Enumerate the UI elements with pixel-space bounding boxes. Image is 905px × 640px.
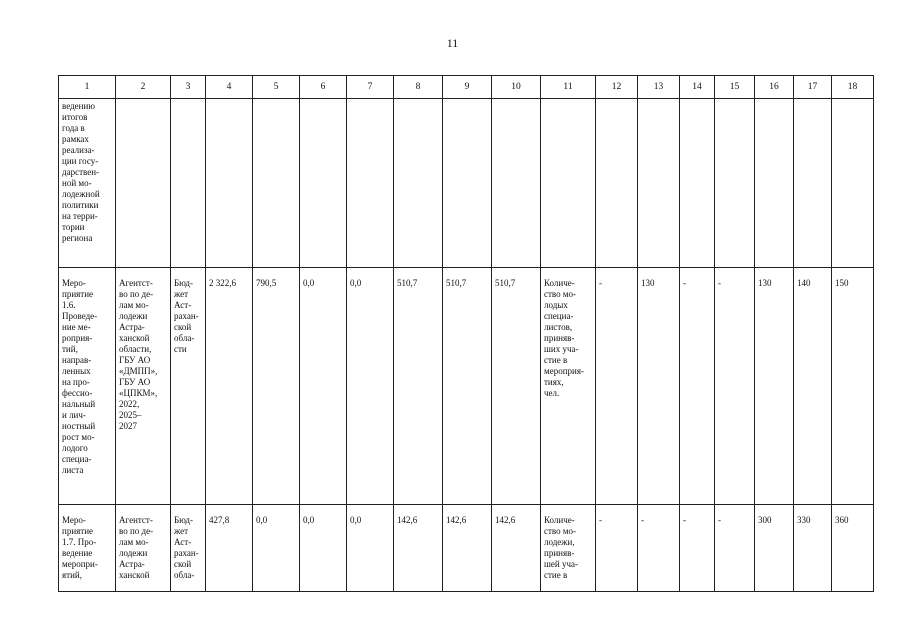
table-cell (596, 268, 638, 505)
program-activities-table (58, 75, 874, 592)
amount-value: 790,5 (256, 278, 277, 288)
table-cell (443, 99, 492, 268)
amount-value: 510,7 (446, 278, 467, 288)
column-number: 6 (300, 76, 347, 99)
funding-source: Бюд- жет Аст- рахан- ской обла- сти (174, 278, 199, 354)
table-cell (794, 505, 832, 592)
table-cell (171, 99, 206, 268)
indicator-value: 330 (797, 515, 811, 525)
table-cell (300, 99, 347, 268)
table-cell (832, 505, 874, 592)
table-cell (638, 505, 680, 592)
amount-value: 0,0 (256, 515, 268, 525)
indicator-value: 360 (835, 515, 849, 525)
indicator-value: - (641, 515, 644, 525)
amount-value: 2 322,6 (209, 278, 236, 288)
table-cell (638, 268, 680, 505)
table-cell (347, 268, 394, 505)
table-cell (206, 268, 253, 505)
column-number: 4 (206, 76, 253, 99)
table-cell (596, 505, 638, 592)
amount-value: 142,6 (446, 515, 467, 525)
amount-value: 0,0 (303, 278, 315, 288)
column-number: 7 (347, 76, 394, 99)
table-cell (394, 268, 443, 505)
column-number: 16 (755, 76, 794, 99)
table-cell (253, 505, 300, 592)
table-cell (253, 99, 300, 268)
table-cell (596, 99, 638, 268)
amount-value: 142,6 (495, 515, 516, 525)
table-cell (300, 505, 347, 592)
indicator-value: 130 (758, 278, 772, 288)
column-number: 11 (541, 76, 596, 99)
table-cell (116, 505, 171, 592)
table-cell (832, 268, 874, 505)
indicator-value: 300 (758, 515, 772, 525)
table-cell (492, 505, 541, 592)
table-cell (206, 505, 253, 592)
amount-value: 0,0 (350, 278, 362, 288)
responsible-executor: Агентст- во по де- лам мо- лодежи Астра- ханской области, ГБУ АО «ДМПП», ГБУ АО «ЦПКМ», 2022, 2025– 2027 (119, 278, 158, 431)
table-cell (755, 268, 794, 505)
indicator-value: 140 (797, 278, 811, 288)
table-cell (59, 505, 116, 592)
indicator-value: - (599, 515, 602, 525)
table-cell (715, 268, 755, 505)
table-cell (715, 505, 755, 592)
table-cell (492, 99, 541, 268)
column-number: 17 (794, 76, 832, 99)
table-cell (680, 505, 715, 592)
activity-name: Меро- приятие 1.7. Про- ведение меропри- ятий, (62, 515, 98, 580)
column-number: 2 (116, 76, 171, 99)
table-cell (59, 99, 116, 268)
column-number: 9 (443, 76, 492, 99)
table-cell (492, 268, 541, 505)
table-cell (541, 268, 596, 505)
responsible-executor: Агентст- во по де- лам мо- лодежи Астра- ханской (119, 515, 154, 580)
table-cell (443, 505, 492, 592)
table-cell (59, 268, 116, 505)
column-number: 1 (59, 76, 116, 99)
table-cell (300, 268, 347, 505)
column-number-row (59, 76, 874, 99)
amount-value: 0,0 (350, 515, 362, 525)
table-cell (755, 505, 794, 592)
table-cell (755, 99, 794, 268)
column-number: 8 (394, 76, 443, 99)
column-number: 18 (832, 76, 874, 99)
column-number: 13 (638, 76, 680, 99)
indicator-value: - (683, 278, 686, 288)
column-number: 14 (680, 76, 715, 99)
indicator-value: 130 (641, 278, 655, 288)
funding-source: Бюд- жет Аст- рахан- ской обла- (174, 515, 199, 580)
amount-value: 142,6 (397, 515, 418, 525)
page-number: 11 (446, 36, 459, 50)
table-row (59, 268, 874, 505)
table-row (59, 99, 874, 268)
table-cell (253, 268, 300, 505)
activity-name: Меро- приятие 1.6. Проведе- ние ме- роприя- тий, направ- ленных на про- фессио- нальный и лич- ностный рост мо- лодого специа- листа (62, 278, 98, 475)
indicator-value: - (718, 515, 721, 525)
table-cell (832, 99, 874, 268)
activity-name-cont: ведению итогов года в рамках реализа- ции госу- дарствен- ной мо- лодежной политики на терри- тории региона (62, 101, 100, 243)
table-cell (794, 268, 832, 505)
column-number: 10 (492, 76, 541, 99)
table-cell (680, 268, 715, 505)
table-cell (394, 505, 443, 592)
column-number: 5 (253, 76, 300, 99)
table-row (59, 505, 874, 592)
column-number: 3 (171, 76, 206, 99)
amount-value: 427,8 (209, 515, 230, 525)
table-cell (680, 99, 715, 268)
table-cell (541, 505, 596, 592)
table-cell (347, 99, 394, 268)
indicator-name: Количе- ство мо- лодых специа- листов, приняв- ших уча- стие в мероприя- тиях, чел. (544, 278, 584, 398)
amount-value: 510,7 (397, 278, 418, 288)
indicator-value: - (718, 278, 721, 288)
table-cell (171, 505, 206, 592)
table-cell (443, 268, 492, 505)
column-number: 15 (715, 76, 755, 99)
amount-value: 510,7 (495, 278, 516, 288)
column-number: 12 (596, 76, 638, 99)
table-cell (116, 268, 171, 505)
table-cell (794, 99, 832, 268)
indicator-name: Количе- ство мо- лодежи, приняв- шей уча- стие в (544, 515, 579, 580)
table-cell (715, 99, 755, 268)
indicator-value: - (683, 515, 686, 525)
table-cell (541, 99, 596, 268)
indicator-value: 150 (835, 278, 849, 288)
table-cell (206, 99, 253, 268)
table-cell (347, 505, 394, 592)
table-cell (171, 268, 206, 505)
table-cell (116, 99, 171, 268)
amount-value: 0,0 (303, 515, 315, 525)
table-cell (638, 99, 680, 268)
table-cell (394, 99, 443, 268)
indicator-value: - (599, 278, 602, 288)
